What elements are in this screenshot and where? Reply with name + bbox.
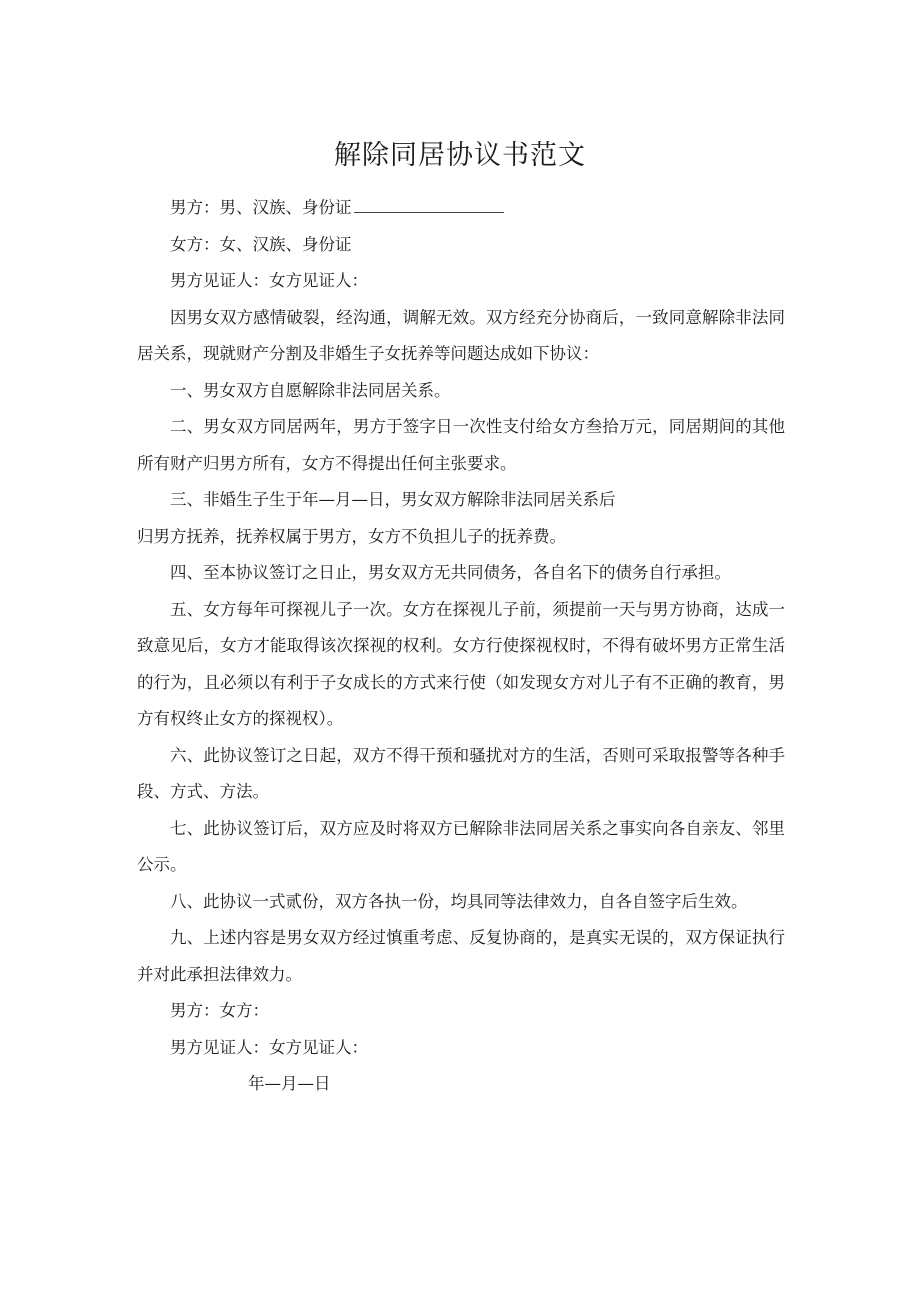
id-number-blank (354, 196, 504, 213)
clause-3-line-1: 三、非婚生子生于年—月—日，男女双方解除非法同居关系后 (170, 490, 616, 509)
female-party-line: 女方：女、汉族、身份证 (170, 234, 352, 254)
clause-8: 八、此协议一式贰份，双方各执一份，均具同等法律效力，自各自签字后生效。 (170, 891, 748, 911)
date-line: 年—月—日 (248, 1074, 331, 1093)
signature-line: 男方：女方： (170, 1001, 269, 1020)
document-title: 解除同居协议书范文 (334, 140, 586, 171)
clause-6: 六、此协议签订之日起，双方不得干预和骚扰对方的生活，否则可采取报警等各种手段、方式、方法。 (137, 745, 785, 801)
clause-9: 九、上述内容是男女双方经过慎重考虑、反复协商的，是真实无误的，双方保证执行并对此承担法律效力。 (137, 928, 785, 984)
clause-4: 四、至本协议签订之日止，男女双方无共同债务，各自名下的债务自行承担。 (170, 563, 731, 582)
clause-3-line-2: 归男方抚养，抚养权属于男方，女方不负担儿子的抚养费。 (137, 526, 566, 546)
clause-2: 二、男女双方同居两年，男方于签字日一次性支付给女方叁拾万元，同居期间的其他所有财产归男方所有，女方不得提出任何主张要求。 (137, 417, 785, 473)
witnesses-line-top: 男方见证人：女方见证人： (170, 271, 368, 290)
document-body (137, 190, 785, 1103)
clause-1: 一、男女双方自愿解除非法同居关系。 (170, 380, 451, 400)
male-party-line (137, 190, 785, 227)
witnesses-line-bottom: 男方见证人：女方见证人： (170, 1037, 368, 1057)
male-party-text: 男方：男、汉族、身份证 (170, 198, 352, 217)
clause-7: 七、此协议签订后，双方应及时将双方已解除非法同居关系之事实向各自亲友、邻里公示。 (137, 818, 785, 874)
intro-paragraph: 因男女双方感情破裂，经沟通，调解无效。双方经充分协商后，一致同意解除非法同居关系，现就财产分割及非婚生子女抚养等问题达成如下协议： (137, 307, 785, 363)
clause-5: 五、女方每年可探视儿子一次。女方在探视儿子前，须提前一天与男方协商，达成一致意见后，女方才能取得该次探视的权利。女方行使探视权时，不得有破坏男方正常生活的行为，且必须以有利于子女成长的方式来行使（如发现女方对儿子有不正确的教育，男方有权终止女方的探视权）。 (137, 599, 785, 728)
